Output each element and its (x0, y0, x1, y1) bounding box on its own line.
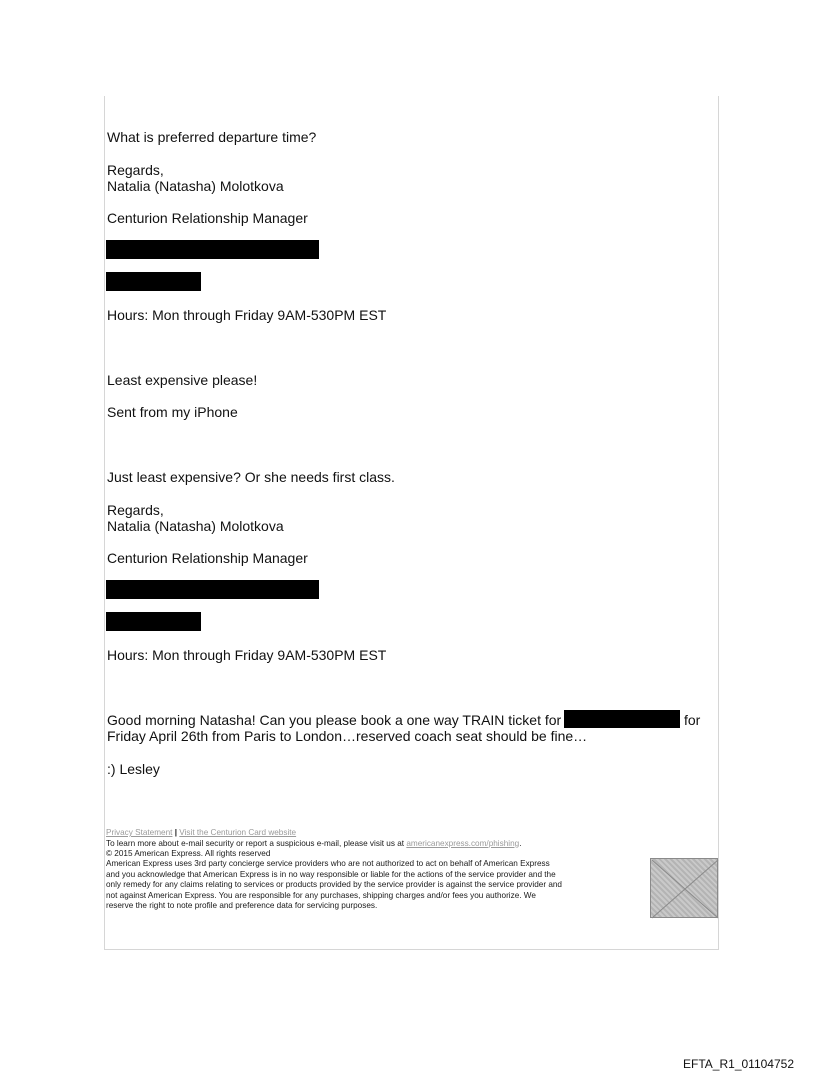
msg2-text: Least expensive please! (107, 372, 258, 388)
security-period: . (519, 838, 522, 848)
msg3-redaction-contact (106, 580, 319, 599)
centurion-website-link[interactable]: Visit the Centurion Card website (179, 828, 297, 837)
msg2-signature: Sent from my iPhone (107, 404, 238, 420)
msg1-regards: Regards, (107, 162, 164, 178)
msg1-sender-name: Natalia (Natasha) Molotkova (107, 178, 284, 194)
msg3-regards: Regards, (107, 502, 164, 518)
footer-disclaimer-3: only remedy for any claims relating to services or products provided by the service provider is against the service provider and (106, 880, 562, 889)
msg4-redaction-name (564, 710, 680, 728)
page-identifier: EFTA_R1_01104752 (683, 1057, 794, 1071)
link-separator: | (174, 828, 178, 837)
security-text: To learn more about e-mail security or report a suspicious e-mail, please visit us at (106, 838, 405, 848)
msg4-signoff: :) Lesley (107, 761, 160, 777)
phishing-link[interactable]: americanexpress.com/phishing (406, 838, 520, 848)
msg1-question: What is preferred departure time? (107, 129, 317, 145)
msg1-redaction-contact (106, 240, 319, 259)
msg1-hours: Hours: Mon through Friday 9AM-530PM EST (107, 307, 387, 323)
msg3-hours: Hours: Mon through Friday 9AM-530PM EST (107, 647, 387, 663)
msg4-line2: Friday April 26th from Paris to London…reserved coach seat should be fine… (107, 728, 588, 744)
msg3-sender-name: Natalia (Natasha) Molotkova (107, 518, 284, 534)
msg4-line1-end: for (684, 712, 701, 728)
footer-security (106, 839, 521, 849)
msg4-line1: Good morning Natasha! Can you please book a one way TRAIN ticket for (107, 712, 562, 728)
privacy-statement-link[interactable]: Privacy Statement (106, 828, 173, 837)
msg3-sender-role: Centurion Relationship Manager (107, 550, 308, 566)
msg3-question: Just least expensive? Or she needs first class. (107, 469, 395, 485)
footer-disclaimer-2: and you acknowledge that American Express is in no way responsible or liable for the actions of the service provider and the (106, 869, 556, 879)
msg1-sender-role: Centurion Relationship Manager (107, 210, 308, 226)
footer-disclaimer-5: reserve the right to note profile and preference data for servicing purposes. (106, 901, 378, 910)
footer-links (106, 828, 296, 838)
footer-copyright: © 2015 American Express. All rights reserved (106, 849, 271, 858)
image-cross-icon (651, 859, 719, 919)
footer-disclaimer-4: not against American Express. You are responsible for any purchases, shipping charges and/or fees you authorize. We (106, 890, 536, 900)
footer-disclaimer-1: American Express uses 3rd party concierge service providers who are not authorized to act on behalf of American Express (106, 859, 550, 868)
msg3-redaction-phone (106, 612, 201, 631)
broken-image-placeholder (650, 858, 718, 918)
msg1-redaction-phone (106, 272, 201, 291)
